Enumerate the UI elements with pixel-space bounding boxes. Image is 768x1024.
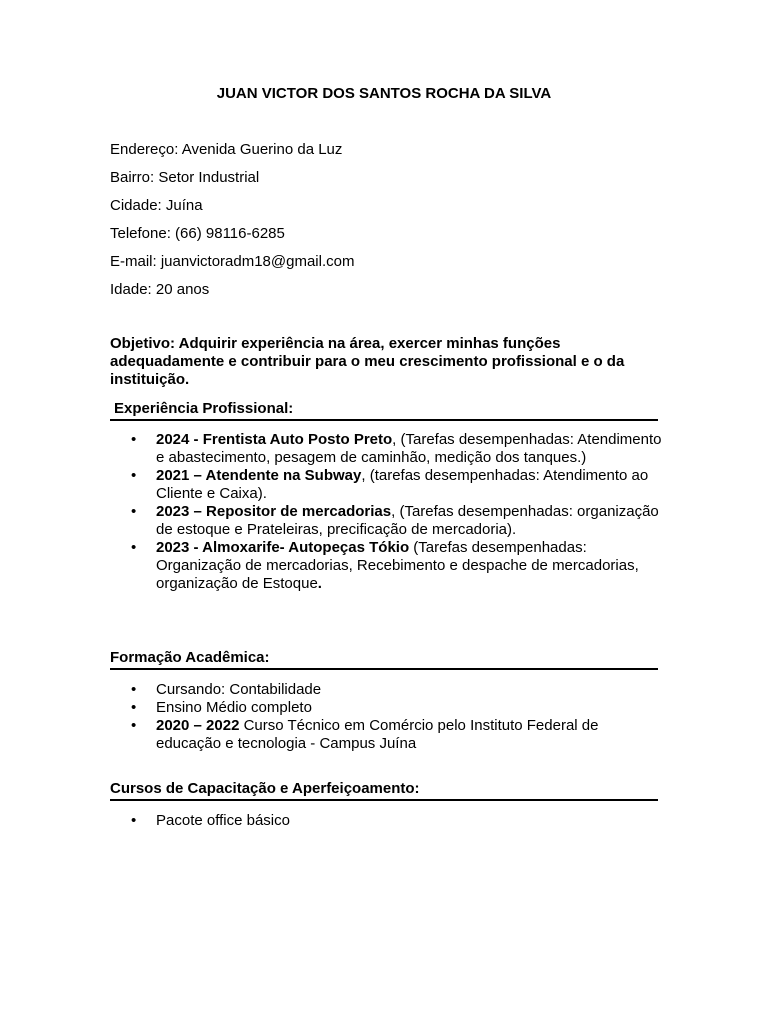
- item-title: 2020 – 2022: [156, 717, 240, 734]
- experience-heading: Experiência Profissional:: [110, 400, 658, 421]
- item-title: 2023 - Almoxarife- Autopeças Tókio: [156, 539, 410, 556]
- item-text: , (tarefas desempenhadas: Atendimento ao Cliente e Caixa).: [156, 467, 649, 502]
- age-line: Idade: 20 anos: [110, 281, 210, 298]
- address-line: Endereço: Avenida Guerino da Luz: [110, 141, 343, 158]
- item-text: , (Tarefas desempenhadas: organização de estoque e Prateleiras, precificação de mercadoria).: [156, 503, 659, 538]
- city-line: Cidade: Juína: [110, 197, 203, 214]
- item-text: (Tarefas desempenhadas: Organização de mercadorias, Recebimento e despache de mercadorias, organização de Estoque: [156, 539, 639, 592]
- list-item: [110, 681, 665, 699]
- item-title: 2023 – Repositor de mercadorias: [156, 503, 392, 520]
- item-title: 2021 – Atendente na Subway: [156, 467, 362, 484]
- item-text: Curso Técnico em Comércio pelo Instituto Federal de educação e tecnologia - Campus Juína: [156, 717, 599, 752]
- experience-list: [110, 431, 665, 593]
- list-item: [110, 503, 665, 539]
- item-text: Ensino Médio completo: [156, 699, 312, 716]
- item-text: Pacote office básico: [156, 812, 290, 829]
- list-item: [110, 812, 665, 830]
- contact-info: [110, 141, 354, 309]
- item-text: Cursando: Contabilidade: [156, 681, 322, 698]
- candidate-name: JUAN VICTOR DOS SANTOS ROCHA DA SILVA: [216, 85, 552, 102]
- list-item: [110, 467, 665, 503]
- list-item: [110, 699, 665, 717]
- list-item: [110, 539, 665, 593]
- item-title: 2024 - Frentista Auto Posto Preto: [156, 431, 393, 448]
- item-text: , (Tarefas desempenhadas: Atendimento e abastecimento, pesagem de caminhão, medição dos tanques.): [156, 431, 662, 466]
- phone-line: Telefone: (66) 98116-6285: [110, 225, 285, 242]
- courses-heading: Cursos de Capacitação e Aperfeiçoamento:: [110, 780, 658, 801]
- neighborhood-line: Bairro: Setor Industrial: [110, 169, 260, 186]
- education-heading: Formação Acadêmica:: [110, 649, 658, 670]
- courses-list: [110, 812, 665, 830]
- item-end: .: [317, 575, 322, 592]
- list-item: [110, 431, 665, 467]
- objective-paragraph: Objetivo: Adquirir experiência na área, exercer minhas funções adequadamente e contribuir para o meu crescimento profissional e o da instituição.: [110, 335, 625, 388]
- list-item: [110, 717, 665, 753]
- education-list: [110, 681, 665, 753]
- email-line: E-mail: juanvictoradm18@gmail.com: [110, 253, 355, 270]
